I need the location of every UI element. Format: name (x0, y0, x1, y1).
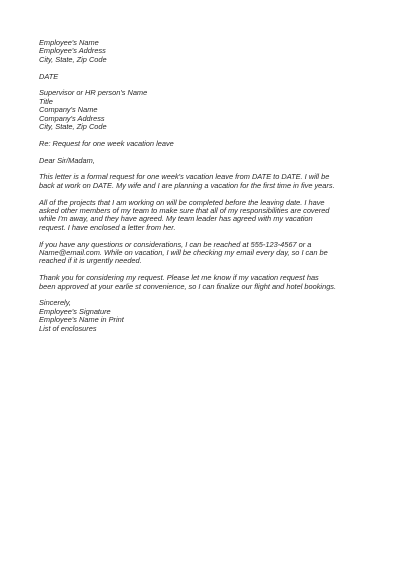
recipient-title: Title (39, 96, 53, 106)
recipient-company-name: Company's Name (39, 105, 98, 115)
valediction: Sincerely, (39, 298, 71, 308)
letter-date: DATE (39, 71, 59, 81)
recipient-block (39, 89, 369, 131)
salutation-block (39, 157, 369, 165)
closing-block (39, 299, 369, 333)
sender-city-state-zip: City, State, Zip Code (39, 54, 107, 64)
paragraph-line: asked other members of my team to make sure that all of my responsibilities are covered (39, 206, 330, 216)
signature: Employee's Signature (39, 306, 111, 316)
paragraph-line: request. I have enclosed a letter from her. (39, 222, 176, 232)
salutation: Dear Sir/Madam, (39, 155, 95, 165)
sender-name: Employee's Name (39, 38, 99, 47)
subject-line: Re: Request for one week vacation leave (39, 138, 174, 148)
subject-block (39, 140, 369, 148)
letter-body (39, 39, 369, 341)
enclosures: List of enclosures (39, 323, 97, 333)
paragraph-line: Thank you for considering my request. Please let me know if my vacation request has (39, 273, 319, 283)
paragraph-line: back at work on DATE. My wife and I are planning a vacation for the first time in five years. (39, 180, 335, 190)
date-block (39, 73, 369, 81)
paragraph-1 (39, 173, 369, 190)
paragraph-line: If you have any questions or considerations, I can be reached at 555-123-4567 or a (39, 239, 312, 249)
paragraph-line: been approved at your earlie st convenience, so I can finalize our flight and hotel bookings. (39, 281, 337, 291)
paragraph-4 (39, 274, 369, 291)
printed-name: Employee's Name in Print (39, 315, 124, 325)
recipient-name: Supervisor or HR person's Name (39, 88, 148, 98)
paragraph-2 (39, 199, 369, 233)
recipient-city-state-zip: City, State, Zip Code (39, 122, 107, 132)
paragraph-line: This letter is a formal request for one week's vacation leave from DATE to DATE. I will be (39, 172, 330, 182)
recipient-company-address: Company's Address (39, 113, 105, 123)
paragraph-3 (39, 241, 369, 266)
sender-block (39, 39, 369, 64)
paragraph-line: reached if it is urgently needed. (39, 256, 142, 266)
paragraph-line: All of the projects that I am working on will be completed before the leaving date. I have (39, 197, 325, 207)
paragraph-line: while I'm away, and they have agreed. My team leader has agreed with my vacation (39, 214, 313, 224)
paragraph-line: Name@email.com. While on vacation, I will be checking my email every day, so I can be (39, 248, 328, 258)
sender-address: Employee's Address (39, 46, 106, 56)
